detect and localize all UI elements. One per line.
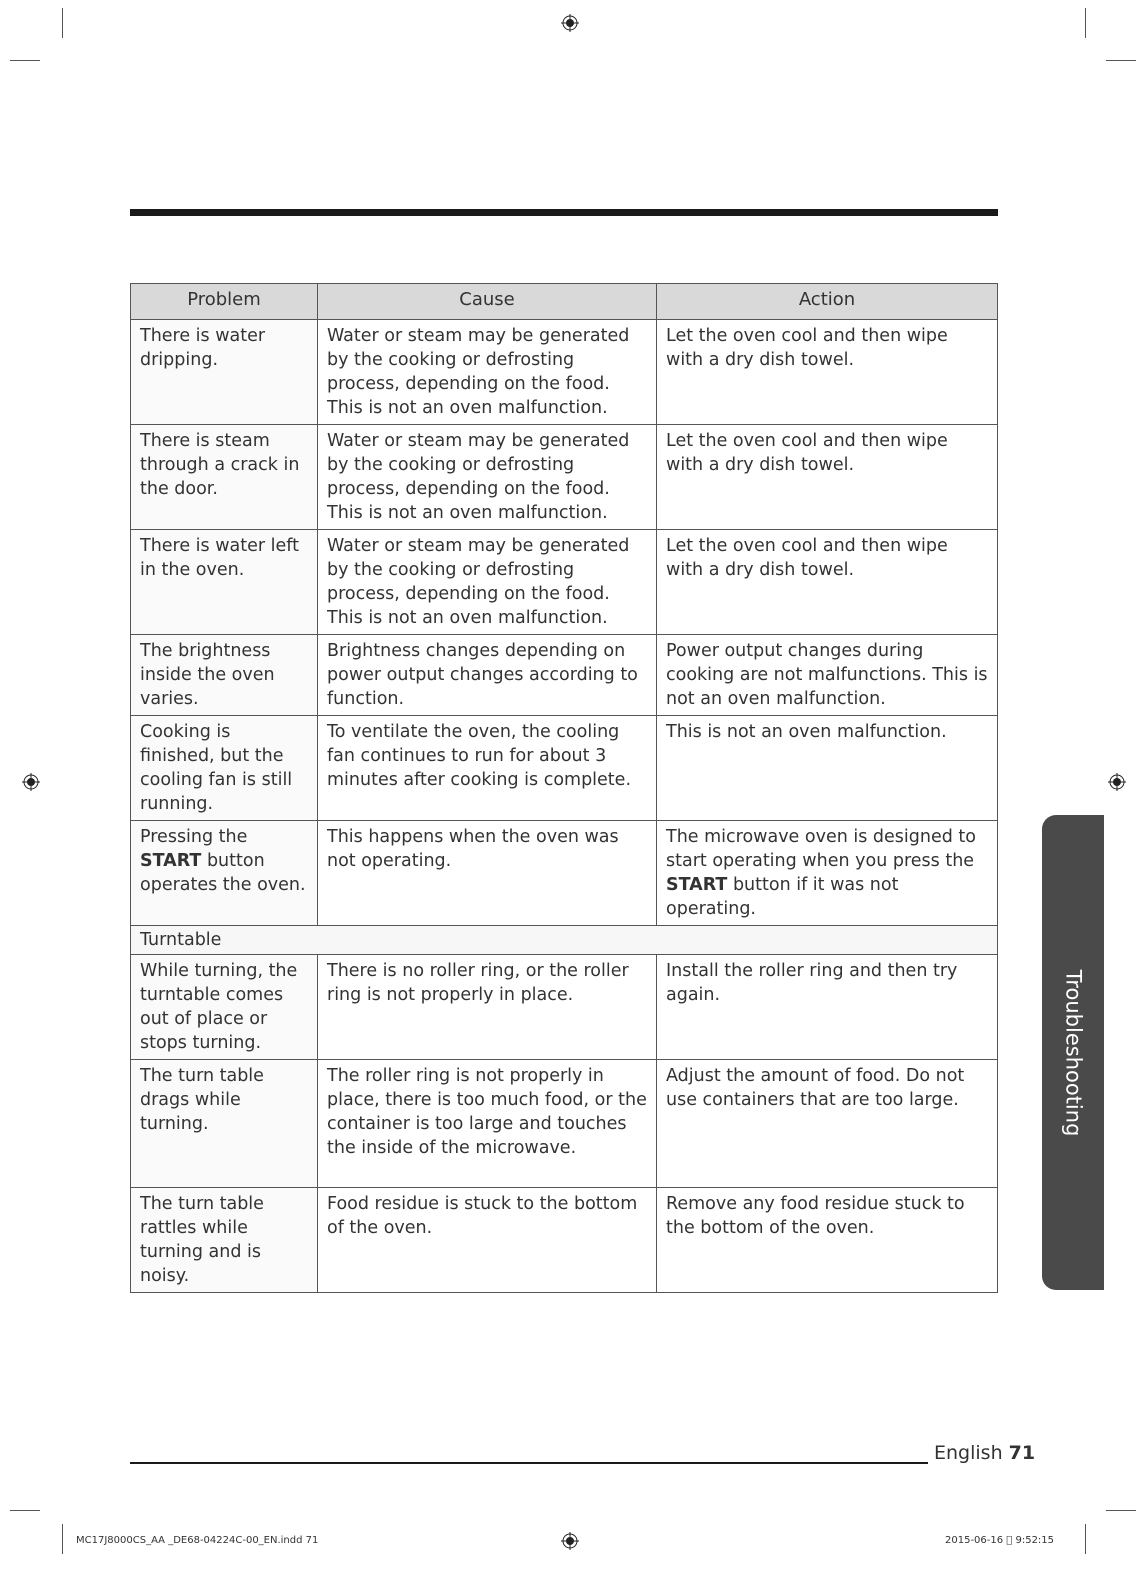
action-cell: Install the roller ring and then try again. bbox=[657, 955, 998, 1060]
crop-mark-top-right bbox=[1085, 8, 1086, 38]
table-row bbox=[131, 530, 998, 635]
header-cause: Cause bbox=[318, 284, 657, 320]
table-header-row bbox=[131, 284, 998, 320]
cause-cell: Water or steam may be generated by the cooking or defrosting process, depending on the food. This is not an oven malfunction. bbox=[318, 425, 657, 530]
table-row bbox=[131, 320, 998, 425]
problem-cell: While turning, the turntable comes out of place or stops turning. bbox=[131, 955, 318, 1060]
problem-cell: The brightness inside the oven varies. bbox=[131, 635, 318, 716]
footer-language: English bbox=[934, 1442, 1003, 1464]
troubleshooting-table bbox=[130, 283, 998, 1293]
problem-text-pre: Pressing the bbox=[140, 827, 248, 847]
start-keyword: START bbox=[140, 851, 202, 871]
problem-cell: There is water dripping. bbox=[131, 320, 318, 425]
print-slug-file: MC17J8000CS_AA _DE68-04224C-00_EN.indd 71 bbox=[76, 1535, 319, 1546]
registration-mark-right-icon bbox=[1108, 773, 1126, 791]
cause-cell: The roller ring is not properly in place, there is too much food, or the container is too large and touches the inside of the microwave. bbox=[318, 1060, 657, 1188]
crop-mark-bottom-left bbox=[62, 1524, 63, 1554]
action-cell bbox=[657, 821, 998, 926]
header-problem: Problem bbox=[131, 284, 318, 320]
action-text-pre: The microwave oven is designed to start operating when you press the bbox=[666, 827, 976, 871]
footer-rule bbox=[130, 1462, 928, 1464]
print-slug-date: 2015-06-16   9:52:15 bbox=[945, 1535, 1055, 1546]
crop-mark-top-right-h bbox=[1106, 60, 1136, 61]
crop-mark-bottom-left-h bbox=[10, 1510, 40, 1511]
crop-mark-top-left-h bbox=[10, 60, 40, 61]
action-cell: Let the oven cool and then wipe with a dry dish towel. bbox=[657, 425, 998, 530]
cause-cell: Water or steam may be generated by the cooking or defrosting process, depending on the food. This is not an oven malfunction. bbox=[318, 530, 657, 635]
section-row-turntable bbox=[131, 926, 998, 955]
registration-mark-left-icon bbox=[22, 773, 40, 791]
crop-mark-bottom-right-h bbox=[1106, 1510, 1136, 1511]
table-row bbox=[131, 955, 998, 1060]
header-rule bbox=[130, 209, 998, 216]
table-row bbox=[131, 1060, 998, 1188]
start-keyword: START bbox=[666, 875, 728, 895]
problem-cell: There is water left in the oven. bbox=[131, 530, 318, 635]
action-cell: This is not an oven malfunction. bbox=[657, 716, 998, 821]
cause-cell: Food residue is stuck to the bottom of the oven. bbox=[318, 1188, 657, 1293]
problem-text-post: button operates the oven. bbox=[140, 851, 306, 895]
registration-mark-bottom-icon bbox=[561, 1532, 579, 1550]
cause-cell: Brightness changes depending on power output changes according to function. bbox=[318, 635, 657, 716]
table-row bbox=[131, 821, 998, 926]
table-row bbox=[131, 1188, 998, 1293]
problem-cell: There is steam through a crack in the door. bbox=[131, 425, 318, 530]
table-row bbox=[131, 716, 998, 821]
problem-cell: Cooking is finished, but the cooling fan is still running. bbox=[131, 716, 318, 821]
section-title-turntable: Turntable bbox=[131, 926, 998, 955]
page-number: 71 bbox=[1008, 1442, 1036, 1464]
problem-cell bbox=[131, 821, 318, 926]
action-cell: Let the oven cool and then wipe with a dry dish towel. bbox=[657, 320, 998, 425]
crop-mark-bottom-right bbox=[1085, 1524, 1086, 1554]
cause-cell: This happens when the oven was not operating. bbox=[318, 821, 657, 926]
action-cell: Remove any food residue stuck to the bottom of the oven. bbox=[657, 1188, 998, 1293]
registration-mark-top-icon bbox=[561, 14, 579, 32]
chapter-side-tab-label: Troubleshooting bbox=[1061, 969, 1085, 1136]
problem-cell: The turn table drags while turning. bbox=[131, 1060, 318, 1188]
action-cell: Power output changes during cooking are not malfunctions. This is not an oven malfunction. bbox=[657, 635, 998, 716]
chapter-side-tab-label-wrap bbox=[1042, 815, 1104, 1290]
cause-cell: To ventilate the oven, the cooling fan continues to run for about 3 minutes after cooking is complete. bbox=[318, 716, 657, 821]
table-row bbox=[131, 425, 998, 530]
action-cell: Let the oven cool and then wipe with a dry dish towel. bbox=[657, 530, 998, 635]
page-footer bbox=[934, 1442, 1035, 1464]
cause-cell: There is no roller ring, or the roller ring is not properly in place. bbox=[318, 955, 657, 1060]
action-cell: Adjust the amount of food. Do not use containers that are too large. bbox=[657, 1060, 998, 1188]
crop-mark-top-left bbox=[62, 8, 63, 38]
cause-cell: Water or steam may be generated by the cooking or defrosting process, depending on the food. This is not an oven malfunction. bbox=[318, 320, 657, 425]
header-action: Action bbox=[657, 284, 998, 320]
action-text-post: button if it was not operating. bbox=[666, 875, 899, 919]
problem-cell: The turn table rattles while turning and is noisy. bbox=[131, 1188, 318, 1293]
table-row bbox=[131, 635, 998, 716]
